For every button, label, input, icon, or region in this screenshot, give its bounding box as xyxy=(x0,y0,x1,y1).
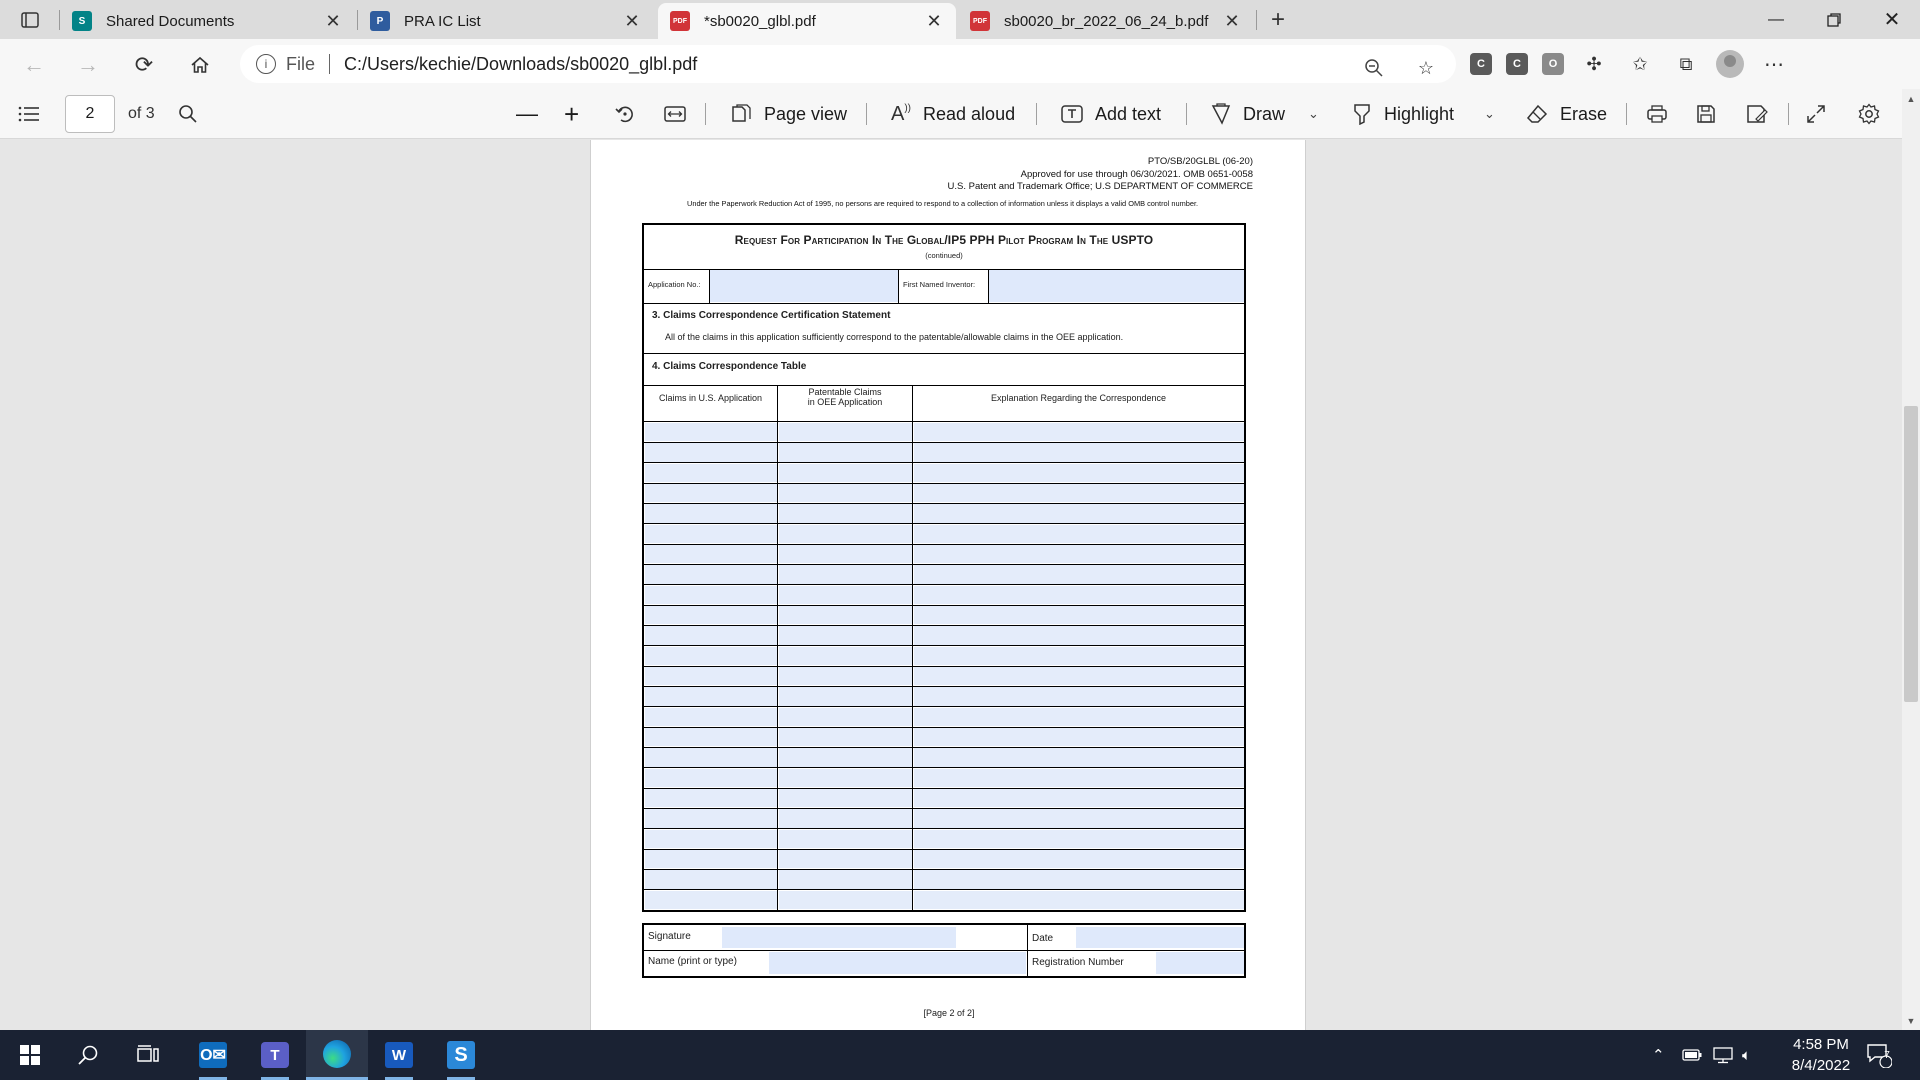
network-icon[interactable] xyxy=(1712,1030,1734,1080)
tab-separator xyxy=(1256,10,1257,30)
column-header-oee-line2: in OEE Application xyxy=(807,396,883,407)
outlook-app-icon[interactable] xyxy=(185,1030,241,1080)
draw-button[interactable] xyxy=(1211,89,1285,139)
rule xyxy=(777,385,778,910)
section3-title: 3. Claims Correspondence Certification Statement xyxy=(652,310,891,321)
system-clock[interactable] xyxy=(1766,1034,1876,1076)
page-view-icon xyxy=(730,104,752,124)
list-app-icon: P xyxy=(370,11,390,31)
explanation-cell[interactable] xyxy=(914,748,1244,766)
us-claim-cell[interactable] xyxy=(645,626,777,644)
rotate-icon[interactable] xyxy=(614,89,636,139)
oee-claim-cell[interactable] xyxy=(779,667,912,685)
explanation-cell[interactable] xyxy=(914,870,1244,888)
us-claim-cell[interactable] xyxy=(645,423,777,441)
word-app-icon[interactable] xyxy=(371,1030,427,1080)
draw-options-chevron-down-icon[interactable]: ⌄ xyxy=(1308,106,1319,121)
settings-gear-icon[interactable] xyxy=(1858,89,1880,139)
word-logo: W xyxy=(385,1042,413,1068)
tab-title: *sb0020_glbl.pdf xyxy=(704,12,816,30)
oee-claim-cell[interactable] xyxy=(779,525,912,543)
pdf-file-icon: PDF xyxy=(670,11,690,31)
first-inventor-field[interactable] xyxy=(989,270,1244,302)
eraser-icon xyxy=(1526,104,1548,124)
scroll-down-icon[interactable]: ▼ xyxy=(1906,1016,1916,1026)
address-bar-row xyxy=(0,39,1920,89)
close-tab-icon[interactable]: ✕ xyxy=(624,10,640,31)
rule xyxy=(644,353,1244,354)
outlook-logo: O✉ xyxy=(199,1042,227,1068)
search-icon[interactable] xyxy=(178,89,198,139)
rule xyxy=(898,269,899,303)
us-claim-cell[interactable] xyxy=(645,830,777,848)
minimize-icon[interactable]: — xyxy=(1768,10,1784,28)
omb-approval: Approved for use through 06/30/2021. OMB 0651-0058 xyxy=(1020,169,1253,180)
us-claim-cell[interactable] xyxy=(645,484,777,502)
document-viewport[interactable] xyxy=(0,140,1902,1030)
us-claim-cell[interactable] xyxy=(645,565,777,583)
column-header-oee-line1: Patentable Claims xyxy=(808,387,882,397)
explanation-cell[interactable] xyxy=(914,565,1244,583)
add-text-label: Add text xyxy=(1095,103,1162,124)
toolbar-separator xyxy=(1186,103,1187,125)
rule xyxy=(644,950,1244,951)
close-tab-icon[interactable]: ✕ xyxy=(926,10,942,31)
oee-claim-cell[interactable] xyxy=(779,850,912,868)
tab-title: Shared Documents xyxy=(106,12,235,30)
form-number: PTO/SB/20GLBL (06-20) xyxy=(1147,156,1253,167)
pdf-file-icon: PDF xyxy=(970,11,990,31)
explanation-cell[interactable] xyxy=(914,464,1244,482)
oee-claim-cell[interactable] xyxy=(779,891,912,909)
show-hidden-icons-chevron-up-icon[interactable]: ⌃ xyxy=(1652,1047,1665,1064)
us-claim-cell[interactable] xyxy=(645,586,777,604)
name-field[interactable] xyxy=(769,952,1026,974)
toolbar-separator xyxy=(705,103,706,125)
favorites-icon[interactable]: ✩ xyxy=(1632,53,1648,74)
us-claim-cell[interactable] xyxy=(645,728,777,746)
explanation-cell[interactable] xyxy=(914,525,1244,543)
more-options-icon[interactable]: ⋯ xyxy=(1764,53,1784,76)
restore-icon[interactable] xyxy=(1806,0,1862,39)
s-app-logo: S xyxy=(447,1041,475,1069)
tab-sb0020-glbl[interactable] xyxy=(658,3,956,39)
date-field[interactable] xyxy=(1076,927,1244,948)
explanation-cell[interactable] xyxy=(914,891,1244,909)
highlight-label: Highlight xyxy=(1384,103,1455,124)
explanation-cell[interactable] xyxy=(914,647,1244,665)
teams-app-icon[interactable] xyxy=(247,1030,303,1080)
oee-claim-cell[interactable] xyxy=(779,565,912,583)
tab-sb0020-br[interactable] xyxy=(958,3,1254,39)
oee-claim-cell[interactable] xyxy=(779,870,912,888)
explanation-cell[interactable] xyxy=(914,484,1244,502)
url-scheme: File xyxy=(286,53,316,74)
us-claim-cell[interactable] xyxy=(645,891,777,909)
save-icon[interactable] xyxy=(1696,89,1716,139)
oee-claim-cell[interactable] xyxy=(779,586,912,604)
read-aloud-label: Read aloud xyxy=(923,103,1016,124)
agency-line: U.S. Patent and Trademark Office; U.S DEPARTMENT OF COMMERCE xyxy=(947,181,1253,192)
windows-taskbar xyxy=(0,1030,1920,1080)
add-text-icon xyxy=(1061,105,1083,123)
us-claim-cell[interactable] xyxy=(645,769,777,787)
us-claim-cell[interactable] xyxy=(645,606,777,624)
new-tab-icon[interactable]: + xyxy=(1270,6,1285,33)
oee-claim-cell[interactable] xyxy=(779,728,912,746)
read-aloud-icon: A )) xyxy=(891,102,912,125)
close-tab-icon[interactable]: ✕ xyxy=(325,10,341,31)
tab-strip xyxy=(0,0,1920,39)
battery-icon[interactable] xyxy=(1682,1030,1702,1080)
page-total: of 3 xyxy=(128,105,155,122)
add-text-button[interactable] xyxy=(1061,89,1161,139)
form-title: Request For Participation In The Global/IP5 PPH Pilot Program In The USPTO xyxy=(734,233,1154,247)
tab-title: PRA IC List xyxy=(404,12,481,30)
forward-icon[interactable]: → xyxy=(77,52,99,77)
collections-icon[interactable]: ⧉ xyxy=(1679,53,1693,74)
us-claim-cell[interactable] xyxy=(645,667,777,685)
fullscreen-icon[interactable] xyxy=(1806,89,1826,139)
explanation-cell[interactable] xyxy=(914,545,1244,563)
toolbar-separator xyxy=(1036,103,1037,125)
explanation-cell[interactable] xyxy=(914,708,1244,726)
rule xyxy=(912,385,913,910)
notifications-icon[interactable] xyxy=(1866,1030,1892,1080)
zoom-out-icon[interactable] xyxy=(1358,52,1390,84)
oee-claim-cell[interactable] xyxy=(779,647,912,665)
explanation-cell[interactable] xyxy=(914,809,1244,827)
date-label: Date xyxy=(1032,933,1054,944)
extension-icon[interactable]: C xyxy=(1506,53,1528,75)
oee-claim-cell[interactable] xyxy=(779,687,912,705)
extensions-puzzle-icon[interactable]: ✣ xyxy=(1586,53,1602,74)
rule xyxy=(644,385,1244,386)
application-no-label: Application No.: xyxy=(648,280,701,289)
page-view-label: Page view xyxy=(764,103,848,124)
highlighter-icon xyxy=(1352,103,1372,125)
clock-date: 8/4/2022 xyxy=(1791,1057,1851,1074)
extensions-area xyxy=(1470,48,1790,80)
toolbar-separator xyxy=(1626,103,1627,125)
us-claim-cell[interactable] xyxy=(645,464,777,482)
close-window-icon[interactable]: ✕ xyxy=(1883,9,1901,31)
explanation-cell[interactable] xyxy=(914,850,1244,868)
zoom-out-button[interactable]: — xyxy=(516,101,538,126)
info-icon[interactable]: i xyxy=(256,54,276,74)
explanation-cell[interactable] xyxy=(914,789,1244,807)
tab-actions-icon[interactable] xyxy=(14,8,46,32)
table-of-contents-icon[interactable] xyxy=(18,89,40,139)
url-text[interactable]: C:/Users/kechie/Downloads/sb0020_glbl.pdf xyxy=(344,53,698,74)
home-icon[interactable] xyxy=(184,49,216,81)
toolbar-separator xyxy=(1788,103,1789,125)
us-claim-cell[interactable] xyxy=(645,525,777,543)
draw-label: Draw xyxy=(1243,103,1286,124)
explanation-cell[interactable] xyxy=(914,667,1244,685)
oee-claim-cell[interactable] xyxy=(779,545,912,563)
back-icon[interactable]: ← xyxy=(23,52,45,77)
explanation-cell[interactable] xyxy=(914,769,1244,787)
us-claim-cell[interactable] xyxy=(645,443,777,461)
url-divider xyxy=(329,54,330,74)
first-inventor-label: First Named Inventor: xyxy=(903,280,976,289)
clock-time: 4:58 PM xyxy=(1793,1036,1849,1053)
erase-label: Erase xyxy=(1560,103,1608,124)
oee-claim-cell[interactable] xyxy=(779,769,912,787)
request-form xyxy=(642,223,1246,912)
draw-icon xyxy=(1211,103,1231,125)
explanation-cell[interactable] xyxy=(914,504,1244,522)
paperwork-reduction-notice: Under the Paperwork Reduction Act of 1995, no persons are required to respond to a collection of information unless it displays a valid OMB control number. xyxy=(687,199,1199,208)
page-view-button[interactable] xyxy=(730,89,847,139)
refresh-icon[interactable]: ⟳ xyxy=(134,52,154,77)
erase-button[interactable] xyxy=(1526,89,1607,139)
us-claim-cell[interactable] xyxy=(645,545,777,563)
add-favorite-icon[interactable]: ☆ xyxy=(1417,57,1435,78)
task-view-icon[interactable] xyxy=(120,1030,176,1080)
us-claim-cell[interactable] xyxy=(645,748,777,766)
us-claim-cell[interactable] xyxy=(645,850,777,868)
edge-logo xyxy=(323,1040,351,1068)
windows-start-icon[interactable] xyxy=(2,1030,58,1080)
column-header-oee-claims xyxy=(778,388,912,408)
profile-avatar[interactable] xyxy=(1716,50,1744,78)
section4-title: 4. Claims Correspondence Table xyxy=(652,361,807,372)
explanation-cell[interactable] xyxy=(914,687,1244,705)
registration-number-label: Registration Number xyxy=(1032,957,1124,968)
oee-claim-cell[interactable] xyxy=(779,443,912,461)
toolbar-separator xyxy=(866,103,867,125)
extension-icon[interactable]: C xyxy=(1470,53,1492,75)
tab-pra-ic-list[interactable] xyxy=(358,3,654,39)
column-header-explanation: Explanation Regarding the Correspondence xyxy=(990,393,1167,403)
read-aloud-button[interactable] xyxy=(891,89,1015,139)
signature-block xyxy=(642,923,1246,978)
sharepoint-icon: S xyxy=(72,11,92,31)
column-header-us-claims: Claims in U.S. Application xyxy=(658,393,763,403)
search-icon[interactable] xyxy=(60,1030,116,1080)
us-claim-cell[interactable] xyxy=(645,504,777,522)
print-icon[interactable] xyxy=(1646,89,1668,139)
page-footer: [Page 2 of 2] xyxy=(923,1008,975,1018)
name-label: Name (print or type) xyxy=(648,956,737,967)
signature-label: Signature xyxy=(648,931,691,942)
oee-claim-cell[interactable] xyxy=(779,626,912,644)
volume-icon[interactable]: 🔈︎ xyxy=(1742,1046,1752,1064)
explanation-cell[interactable] xyxy=(914,423,1244,441)
zoom-in-button[interactable]: + xyxy=(564,98,580,129)
scrollbar-thumb[interactable] xyxy=(1904,406,1918,702)
section3-statement: All of the claims in this application sufficiently correspond to the patentable/allowable claims in the OEE application. xyxy=(665,332,1124,342)
oee-claim-cell[interactable] xyxy=(779,708,912,726)
address-bar[interactable] xyxy=(240,45,1456,83)
tab-title: sb0020_br_2022_06_24_b.pdf xyxy=(1004,12,1209,30)
form-subtitle: (continued) xyxy=(925,251,963,260)
sharepoint-app-icon[interactable] xyxy=(433,1030,489,1080)
explanation-cell[interactable] xyxy=(914,728,1244,746)
rule xyxy=(644,421,1244,422)
pdf-page xyxy=(590,140,1306,1030)
signature-field[interactable] xyxy=(722,927,956,948)
pdf-toolbar xyxy=(0,89,1920,139)
us-claim-cell[interactable] xyxy=(645,687,777,705)
explanation-cell[interactable] xyxy=(914,586,1244,604)
us-claim-cell[interactable] xyxy=(645,708,777,726)
oee-claim-cell[interactable] xyxy=(779,748,912,766)
explanation-cell[interactable] xyxy=(914,443,1244,461)
scroll-up-icon[interactable]: ▲ xyxy=(1906,94,1916,104)
oee-claim-cell[interactable] xyxy=(779,809,912,827)
close-tab-icon[interactable]: ✕ xyxy=(1224,10,1240,31)
registration-number-field[interactable] xyxy=(1156,952,1244,974)
us-claim-cell[interactable] xyxy=(645,870,777,888)
teams-logo: T xyxy=(261,1042,289,1068)
save-as-icon[interactable] xyxy=(1746,89,1768,139)
oee-claim-cell[interactable] xyxy=(779,484,912,502)
tab-shared-documents[interactable] xyxy=(60,3,355,39)
oee-claim-cell[interactable] xyxy=(779,606,912,624)
rule xyxy=(644,303,1244,304)
oee-claim-cell[interactable] xyxy=(779,423,912,441)
oee-claim-cell[interactable] xyxy=(779,830,912,848)
oee-claim-cell[interactable] xyxy=(779,789,912,807)
notification-count: 7 xyxy=(1884,1050,1890,1061)
oee-claim-cell[interactable] xyxy=(779,504,912,522)
explanation-cell[interactable] xyxy=(914,626,1244,644)
page-number-input[interactable]: 2 xyxy=(65,95,115,133)
highlight-options-chevron-down-icon[interactable]: ⌄ xyxy=(1484,106,1495,121)
outlook-extension-icon[interactable]: O xyxy=(1542,53,1564,75)
highlight-button[interactable] xyxy=(1352,89,1454,139)
edge-app-icon[interactable] xyxy=(306,1030,368,1080)
oee-claim-cell[interactable] xyxy=(779,464,912,482)
us-claim-cell[interactable] xyxy=(645,789,777,807)
us-claim-cell[interactable] xyxy=(645,809,777,827)
explanation-cell[interactable] xyxy=(914,606,1244,624)
us-claim-cell[interactable] xyxy=(645,647,777,665)
explanation-cell[interactable] xyxy=(914,830,1244,848)
fit-to-width-icon[interactable] xyxy=(664,89,686,139)
application-no-field[interactable] xyxy=(710,270,898,302)
